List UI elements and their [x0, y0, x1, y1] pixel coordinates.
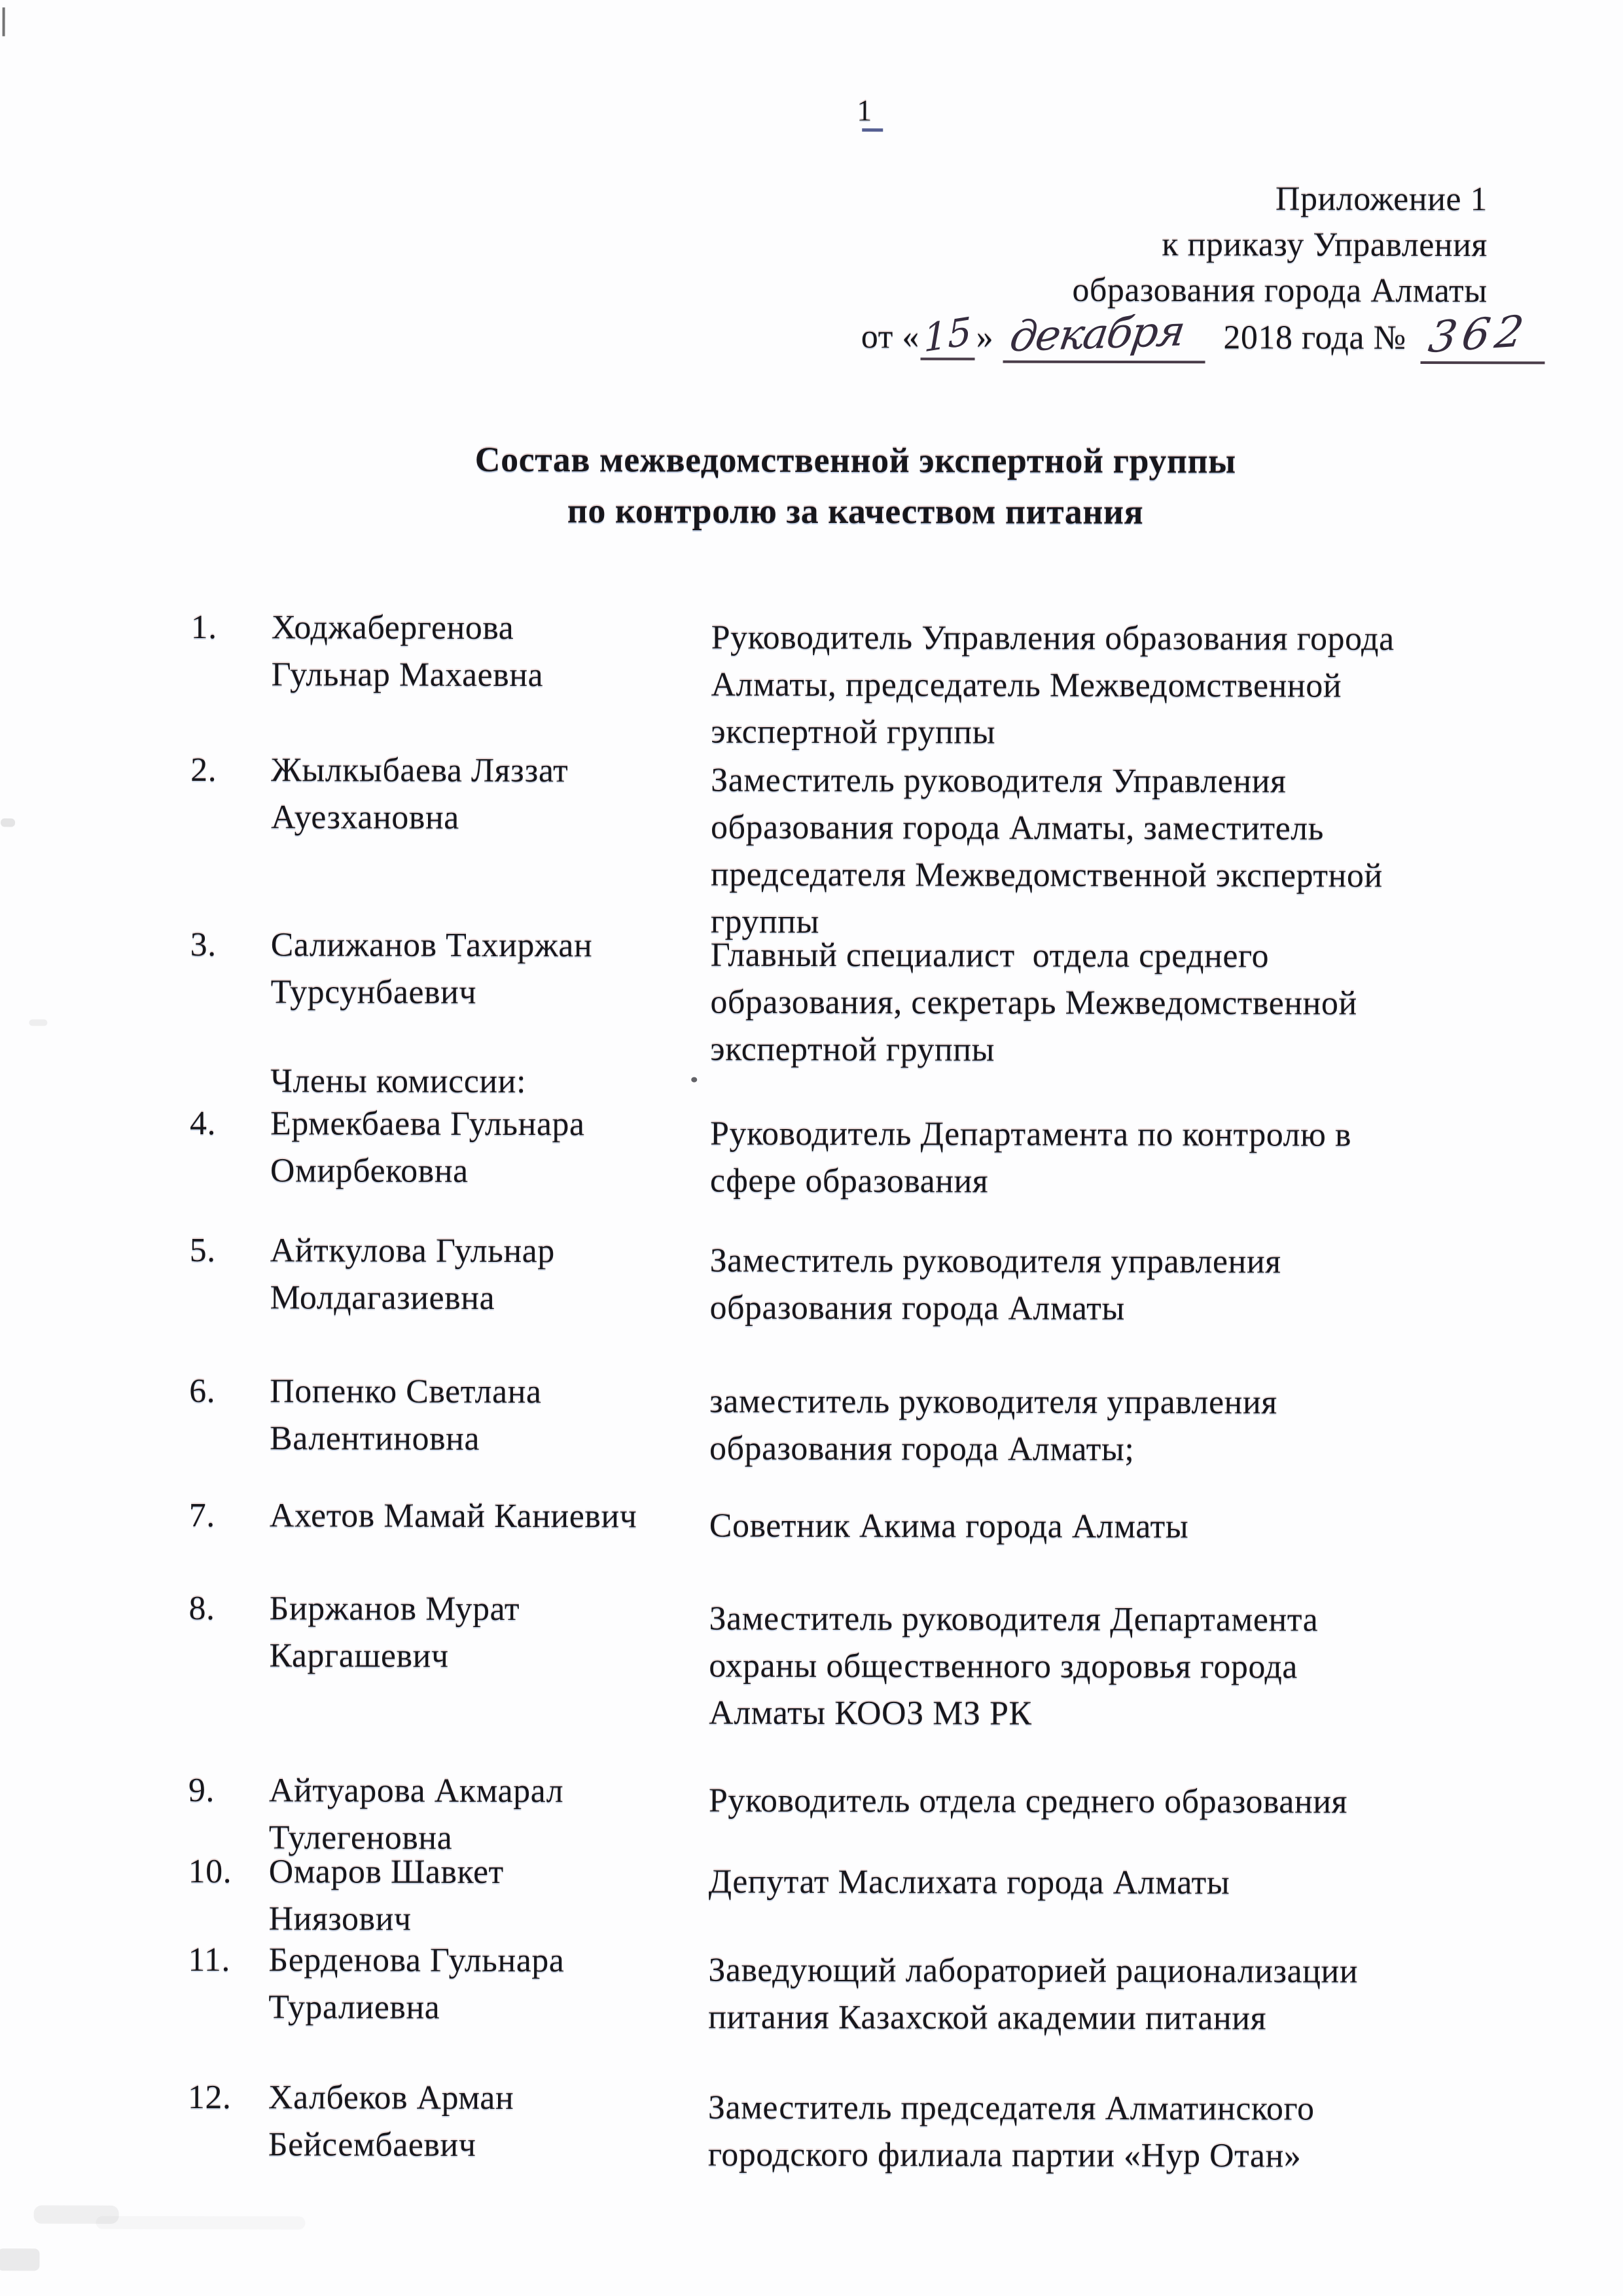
page-number: 1: [857, 94, 872, 128]
member-position: Руководитель Департамента по контролю в сфере образования: [709, 1115, 1352, 1200]
member-number: 2.: [190, 751, 217, 789]
member-row-9: [0, 1767, 1622, 1857]
appendix-header-line-2: к приказу Управления: [1162, 226, 1488, 264]
handwritten-day-underline: [921, 308, 975, 361]
member-name: Ермекбаева Гульнара Омирбековна: [270, 1105, 585, 1190]
scan-underline-artifact: [862, 128, 883, 132]
appendix-header-line-1: Приложение 1: [1275, 180, 1488, 219]
member-number: 12.: [187, 2079, 232, 2117]
scan-smudge-artifact: [96, 2216, 306, 2230]
member-name: Айткулова Гульнар Молдагазиевна: [270, 1232, 555, 1317]
date-close-quote: »: [976, 318, 994, 356]
member-name: Попенко Светлана Валентиновна: [270, 1372, 542, 1458]
member-row-6: [0, 1367, 1622, 1469]
member-number: 5.: [189, 1232, 216, 1270]
member-position: Руководитель Управления образования города Алматы, председатель Межведомственной экспертной группы: [711, 619, 1395, 751]
member-number: 10.: [188, 1853, 232, 1891]
member-position: Заведующий лабораторией рационализации питания Казахской академии питания: [708, 1951, 1359, 2037]
member-name: Жылкыбаева Ляззат Ауезхановна: [270, 751, 569, 836]
appendix-header: [861, 175, 1533, 364]
member-number: 3.: [190, 926, 217, 964]
member-number: 4.: [190, 1105, 217, 1143]
member-number: 11.: [188, 1941, 231, 1979]
member-position: Руководитель отдела среднего образования: [708, 1782, 1348, 1821]
document-title: Состав межведомственной экспертной группы по контролю за качеством питания: [474, 439, 1236, 532]
member-name: Салижанов Тахиржан Турсунбаевич: [270, 926, 593, 1011]
date-year-part: 2018 года №: [1223, 319, 1406, 357]
member-position: Главный специалист отдела среднего образования, секретарь Межведомственной экспертной группы: [710, 936, 1357, 1069]
member-row-7: [0, 1492, 1622, 1546]
member-name: Берденова Гульнара Туралиевна: [268, 1941, 565, 2026]
member-position: Советник Акима города Алматы: [709, 1507, 1189, 1546]
member-position: заместитель руководителя управления образования города Алматы;: [709, 1382, 1277, 1469]
member-name: Айтуарова Акмарал Тулегеновна: [268, 1772, 564, 1857]
member-name: Биржанов Мурат Каргашевич: [269, 1590, 520, 1675]
member-number: 1.: [190, 609, 217, 647]
member-row-11: [0, 1936, 1621, 2037]
member-row-12: [0, 2073, 1621, 2175]
scan-smudge-artifact: [0, 2248, 39, 2270]
handwritten-order-number-underline: [1421, 306, 1545, 364]
members-label: Члены комиссии:: [270, 1062, 527, 1101]
scan-smudge-artifact: [1, 818, 15, 827]
member-position: Заместитель руководителя управления образования города Алматы: [709, 1242, 1281, 1328]
member-number: 8.: [188, 1590, 215, 1628]
handwritten-month: декабря: [1007, 307, 1187, 362]
member-position: Заместитель руководителя Управления образования города Алматы, заместитель председателя Межведомственной экспертной группы: [710, 761, 1383, 941]
handwritten-month-underline: [1003, 307, 1205, 364]
member-number: 6.: [189, 1372, 216, 1410]
order-date-line: [861, 306, 1533, 364]
date-prefix: от «: [861, 318, 919, 356]
member-row-4: [0, 1100, 1623, 1200]
member-name: Халбеков Арман Бейсембаевич: [268, 2079, 514, 2164]
member-name: Ходжабергенова Гульнар Махаевна: [271, 609, 544, 694]
ink-dot-artifact: [691, 1077, 697, 1083]
member-number: 7.: [188, 1497, 215, 1535]
member-name: Омаров Шавкет Ниязович: [268, 1853, 504, 1938]
handwritten-order-number: 362: [1425, 306, 1533, 363]
scan-edge-artifact: [3, 7, 5, 36]
member-position: Депутат Маслихата города Алматы: [708, 1863, 1230, 1902]
member-row-8: [0, 1585, 1622, 1732]
member-position: Заместитель председателя Алматинского городского филиала партии «Нур Отан»: [707, 2089, 1315, 2175]
member-row-5: [0, 1227, 1623, 1328]
member-position: Заместитель руководителя Департамента охраны общественного здоровья города Алматы КООЗ МЗ РК: [709, 1600, 1319, 1732]
member-number: 9.: [188, 1772, 215, 1810]
member-row-10: [0, 1848, 1622, 1938]
member-name: Ахетов Мамай Каниевич: [269, 1497, 637, 1535]
appendix-header-line-3: образования города Алматы: [1072, 271, 1488, 310]
scan-smudge-artifact: [29, 1019, 47, 1026]
handwritten-day: 15: [923, 308, 972, 361]
member-row-1: [1, 603, 1623, 751]
